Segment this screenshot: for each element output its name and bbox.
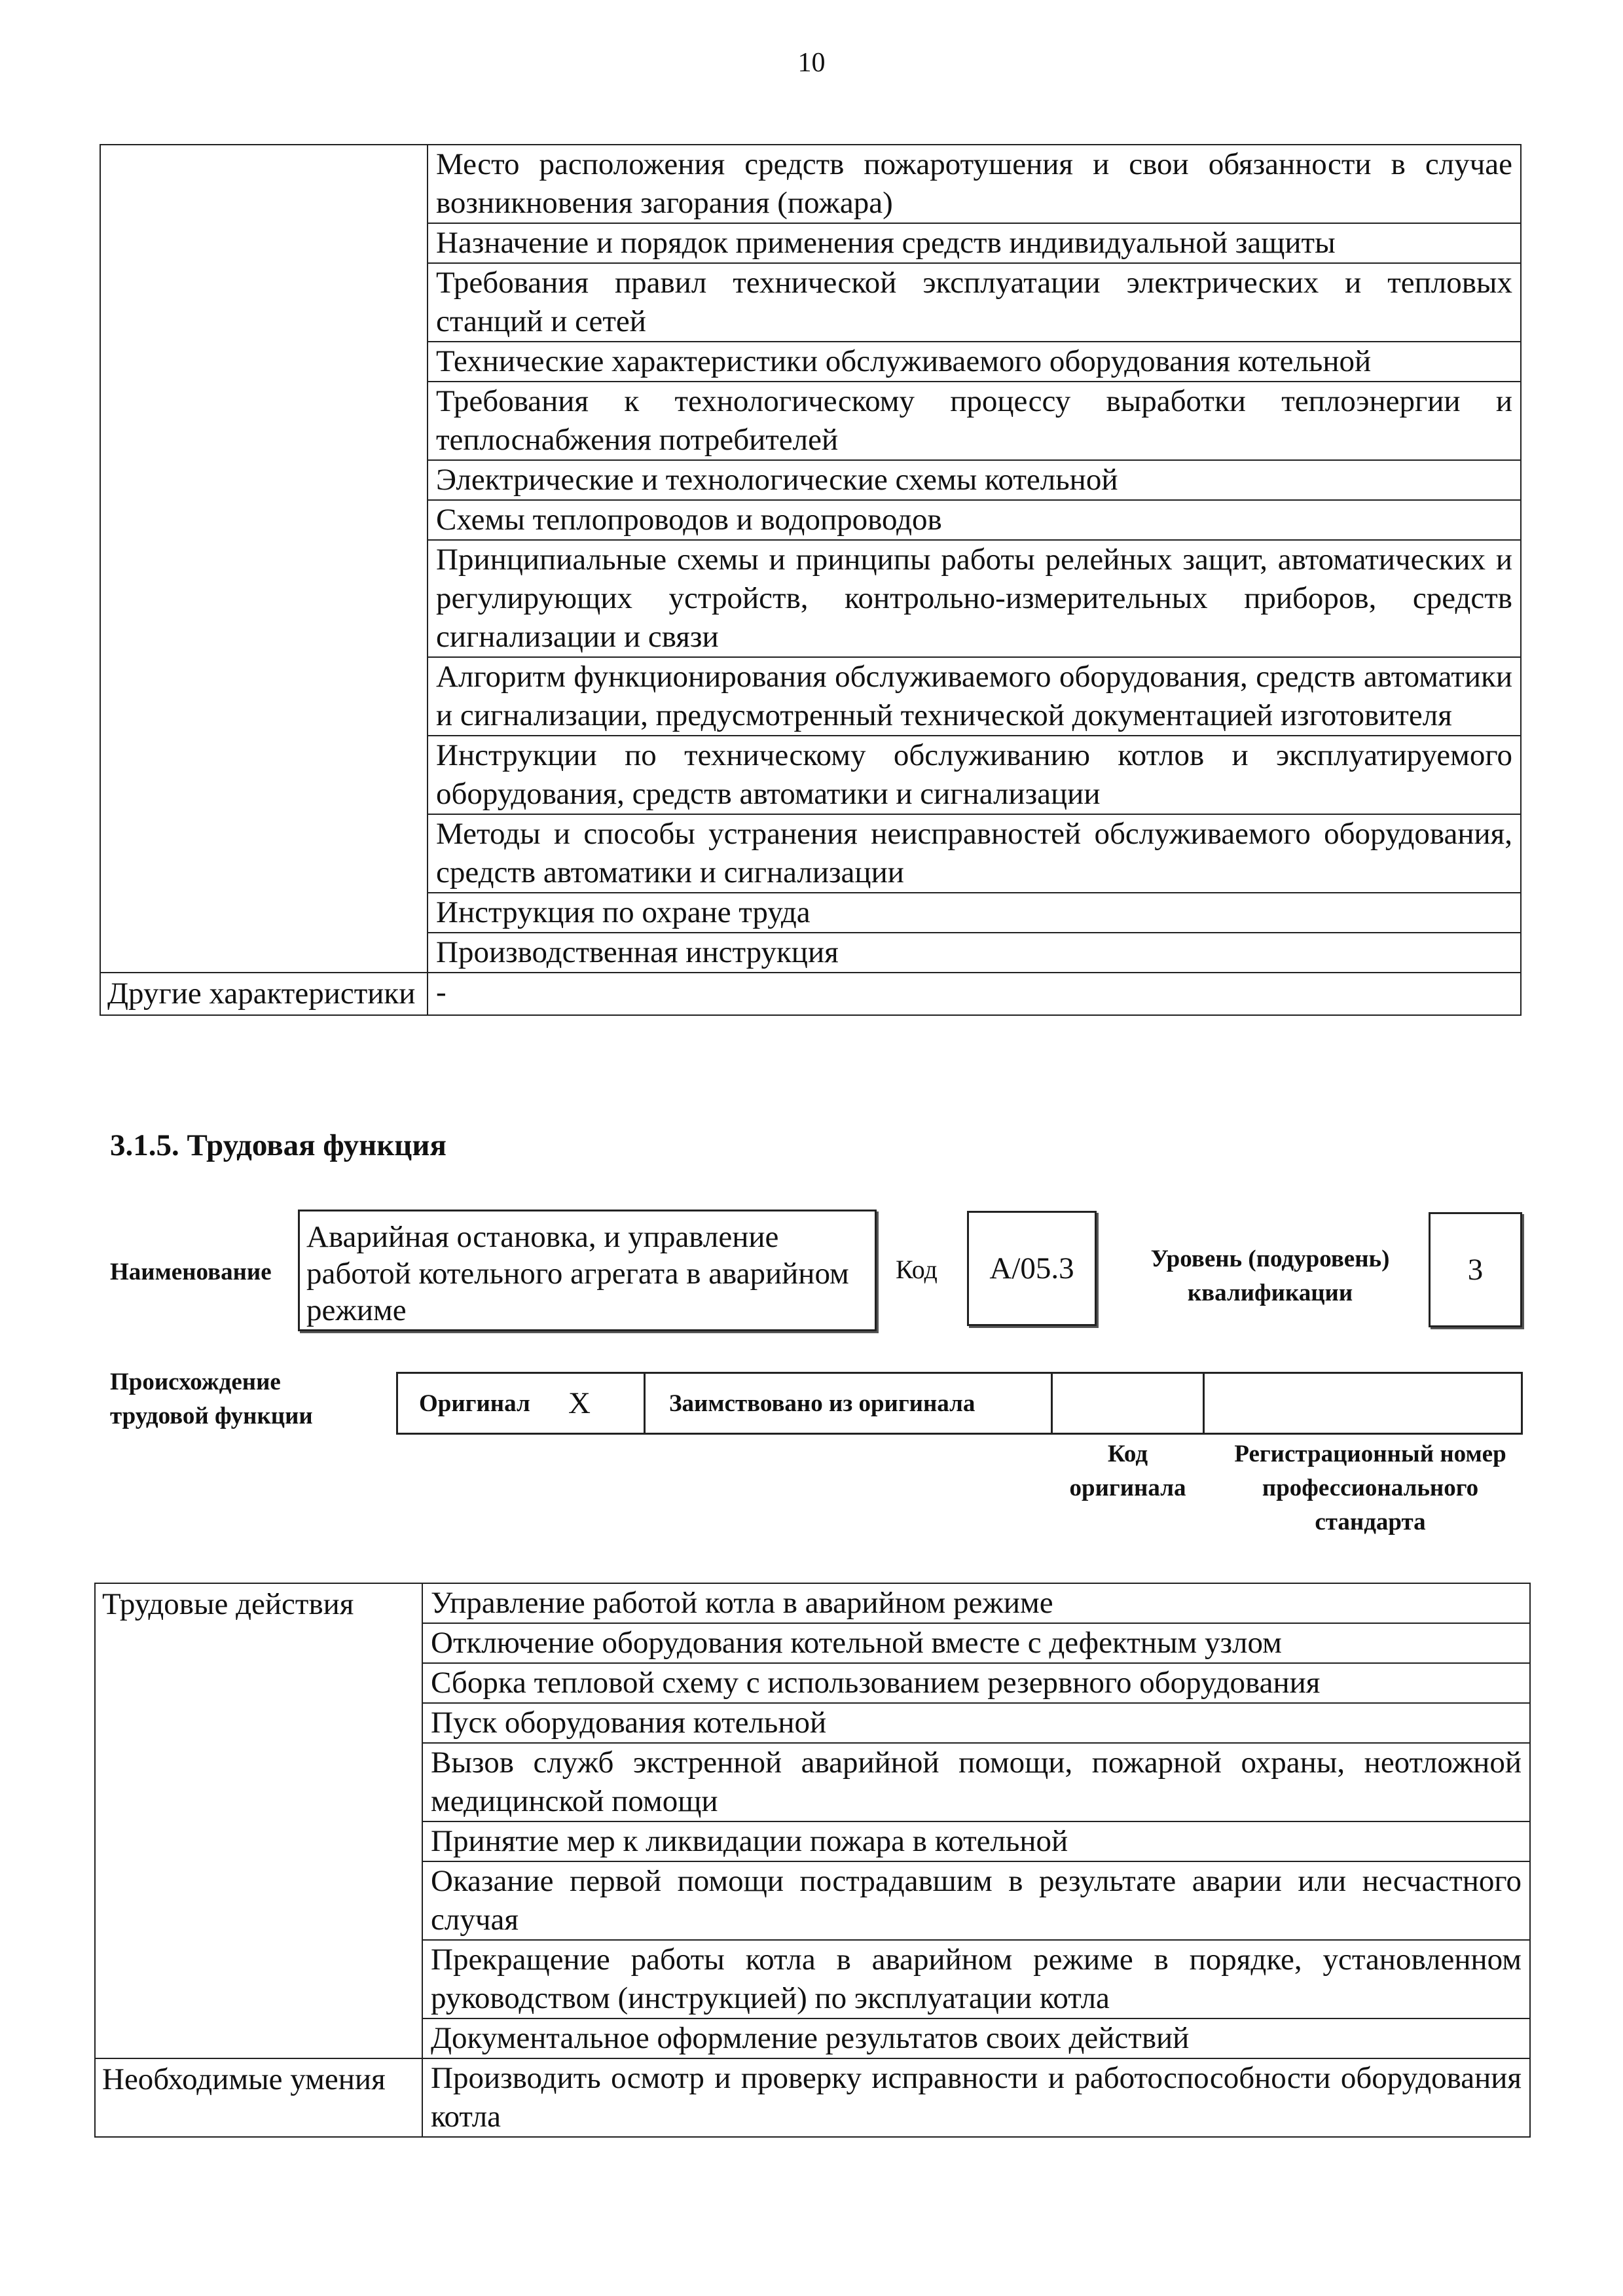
knowledge-item: Назначение и порядок применения средств индивидуальной защиты [428, 223, 1521, 263]
labor-action-item: Оказание первой помощи пострадавшим в результате аварии или несчастного случая [422, 1861, 1530, 1940]
knowledge-item: Методы и способы устранения неисправностей обслуживаемого оборудования, средств автоматики и сигнализации [428, 814, 1521, 893]
other-characteristics-value: - [428, 973, 1521, 1015]
name-label: Наименование [110, 1259, 272, 1285]
knowledge-table [100, 144, 1522, 1016]
function-name: Аварийная остановка, и управление работой котельного агрегата в аварийном режиме [306, 1220, 849, 1327]
knowledge-item: Принципиальные схемы и принципы работы релейных защит, автоматических и регулирующих устройств, контрольно-измерительных приборов, средств сигнализации и связи [428, 540, 1521, 657]
knowledge-item: Требования правил технической эксплуатации электрических и тепловых станций и сетей [428, 263, 1521, 342]
level-value: 3 [1429, 1212, 1522, 1327]
table-row [95, 2058, 1530, 2137]
labor-action-item: Вызов служб экстренной аварийной помощи, пожарной охраны, неотложной медицинской помощи [422, 1743, 1530, 1821]
skills-label: Необходимые умения [95, 2058, 422, 2137]
labor-action-item: Прекращение работы котла в аварийном режиме в порядке, установленном руководством (инструкцией) по эксплуатации котла [422, 1940, 1530, 2018]
knowledge-label-cell [100, 145, 428, 973]
page-number: 10 [797, 48, 826, 78]
table-row [95, 1583, 1530, 1623]
borrowed-label: Заимствовано из оригинала [669, 1390, 976, 1417]
code-caption: Код оригинала [1069, 1441, 1186, 1501]
knowledge-item: Электрические и технологические схемы котельной [428, 460, 1521, 500]
table-row [100, 145, 1521, 223]
original-mark: X [568, 1386, 591, 1420]
other-characteristics-label: Другие характеристики [100, 973, 428, 1015]
original-code-cell [1051, 1372, 1205, 1435]
original-label: Оригинал [419, 1390, 530, 1417]
level-label: Уровень (подуровень) квалификации [1150, 1246, 1390, 1306]
knowledge-item: Технические характеристики обслуживаемого оборудования котельной [428, 342, 1521, 382]
labor-actions-label: Трудовые действия [95, 1583, 422, 2058]
labor-actions-table [94, 1583, 1531, 2138]
code-value: А/05.3 [967, 1211, 1097, 1326]
knowledge-item: Схемы теплопроводов и водопроводов [428, 500, 1521, 540]
labor-action-item: Отключение оборудования котельной вместе с дефектным узлом [422, 1623, 1530, 1663]
labor-action-item: Пуск оборудования котельной [422, 1703, 1530, 1743]
knowledge-item: Производственная инструкция [428, 933, 1521, 973]
code-label: Код [896, 1255, 938, 1284]
knowledge-item: Место расположения средств пожаротушения и свои обязанности в случае возникновения загорания (пожара) [428, 145, 1521, 223]
knowledge-item: Требования к технологическому процессу выработки теплоэнергии и теплоснабжения потребителей [428, 382, 1521, 460]
skill-item: Производить осмотр и проверку исправности и работоспособности оборудования котла [422, 2058, 1530, 2137]
labor-action-item: Сборка тепловой схему с использованием резервного оборудования [422, 1663, 1530, 1703]
table-row [100, 973, 1521, 1015]
knowledge-item: Инструкции по техническому обслуживанию котлов и эксплуатируемого оборудования, средств автоматики и сигнализации [428, 736, 1521, 814]
knowledge-item: Алгоритм функционирования обслуживаемого оборудования, средств автоматики и сигнализации, предусмотренный технической документацией изготовителя [428, 657, 1521, 736]
labor-action-item: Управление работой котла в аварийном режиме [422, 1583, 1530, 1623]
knowledge-item: Инструкция по охране труда [428, 893, 1521, 933]
reg-caption: Регистрационный номер профессионального стандарта [1234, 1441, 1506, 1535]
section-title: 3.1.5. Трудовая функция [110, 1128, 447, 1162]
labor-action-item: Документальное оформление результатов своих действий [422, 2018, 1530, 2058]
labor-action-item: Принятие мер к ликвидации пожара в котельной [422, 1821, 1530, 1861]
origin-label: Происхождение трудовой функции [110, 1369, 313, 1429]
